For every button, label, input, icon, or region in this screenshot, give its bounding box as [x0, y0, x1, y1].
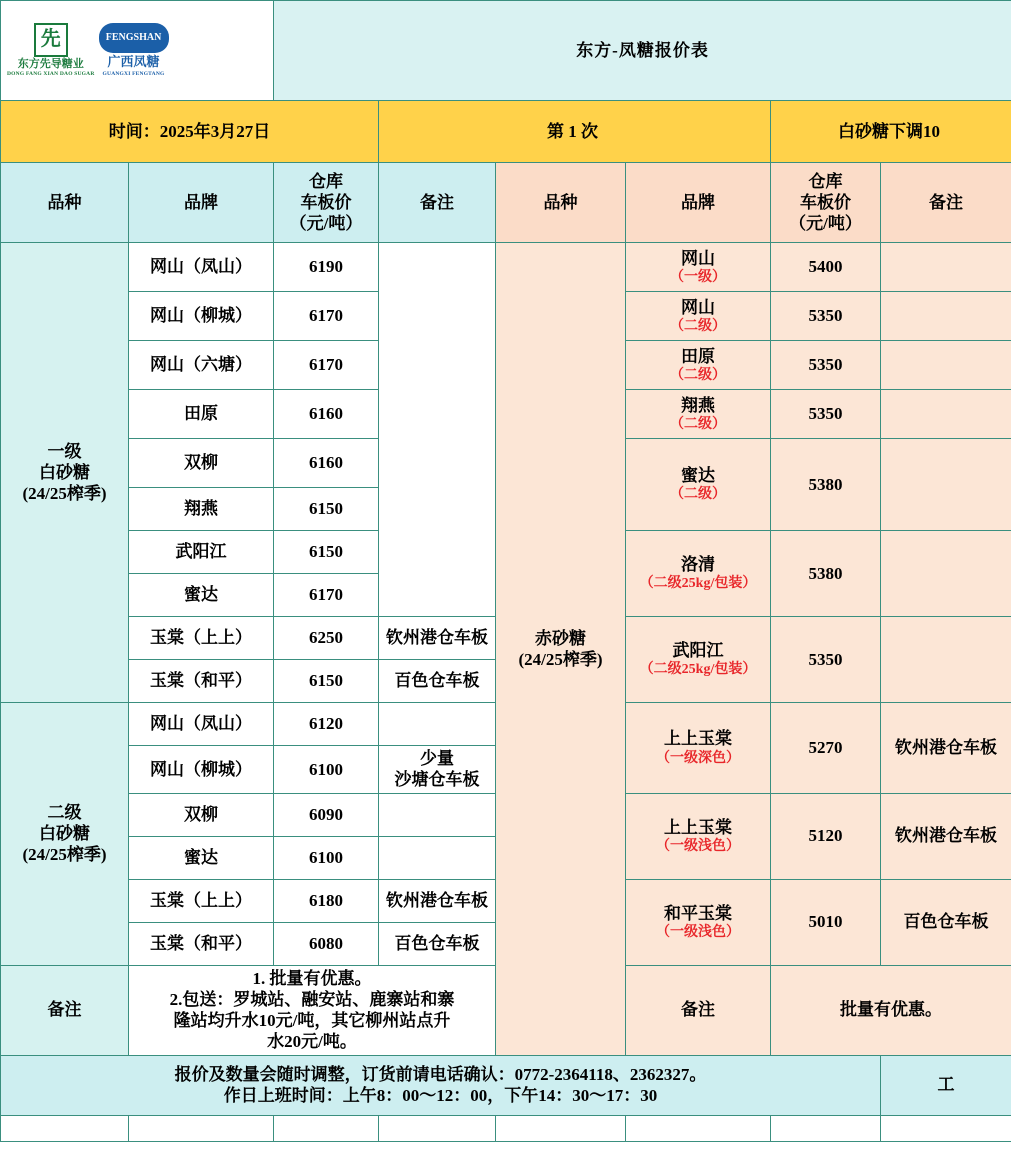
header-right-price-line1: 仓库 [808, 171, 843, 191]
header-left-brand: 品牌 [129, 163, 274, 243]
right-brand-name: 武阳江 [672, 641, 724, 661]
left-note [379, 836, 496, 879]
right-note: 百色仓车板 [881, 879, 1011, 965]
left-remark-line1: 1. 批量有优惠。 [252, 968, 372, 988]
empty-cell [496, 1115, 626, 1141]
right-brand [626, 292, 771, 341]
left-category-grade2 [1, 703, 129, 966]
right-brand-sub: （一级浅色） [656, 924, 741, 940]
left-category-grade1 [1, 243, 129, 703]
right-brand-name: 田原 [681, 346, 716, 366]
right-brand [626, 703, 771, 794]
header-left-price-line2: 车板价 [300, 192, 352, 212]
header-left-price-line1: 仓库 [309, 171, 344, 191]
fengtang-logo-mark: FENGSHAN [99, 23, 169, 53]
header-left-price-line3: （元/吨） [289, 214, 363, 234]
left-brand: 双柳 [129, 439, 274, 488]
right-brand-sub: （二级） [670, 367, 727, 383]
right-brand-name: 洛清 [681, 555, 716, 575]
right-price: 5350 [771, 390, 881, 439]
left-note: 百色仓车板 [379, 922, 496, 965]
right-brand-sub: （一级） [670, 269, 727, 285]
left-remark-line3: 隆站均升水10元/吨，其它柳州站点升 [173, 1011, 451, 1030]
left-category-grade1-line2: 白砂糖 [39, 462, 90, 482]
left-remark-line2: 2.包送：罗城站、融安站、鹿寨站和寨 [169, 989, 455, 1009]
left-brand: 翔燕 [129, 488, 274, 531]
left-note-line1: 少量 [420, 749, 455, 768]
left-note [379, 703, 496, 746]
right-brand-name: 网山 [681, 297, 716, 317]
left-brand: 网山（柳城） [129, 746, 274, 794]
logo-cell [1, 1, 274, 101]
right-brand [626, 243, 771, 292]
right-price: 5120 [771, 793, 881, 879]
right-brand-sub: （一级浅色） [656, 838, 741, 854]
right-brand-sub: （二级） [670, 487, 727, 503]
left-price: 6250 [274, 617, 379, 660]
left-brand: 蜜达 [129, 574, 274, 617]
dongfang-logo-mark: 先 [34, 23, 68, 57]
left-price: 6160 [274, 390, 379, 439]
dongfang-logo-en: DONG FANG XIAN DAO SUGAR [7, 71, 95, 78]
right-brand-sub: （二级） [670, 318, 727, 334]
info-row [1, 101, 1011, 163]
left-category-grade2-line2: 白砂糖 [39, 824, 90, 844]
table-row [1, 243, 1011, 292]
fengtang-logo-en: GUANGXI FENGTANG [102, 70, 165, 77]
left-note: 钦州港仓车板 [379, 617, 496, 660]
left-price: 6160 [274, 439, 379, 488]
right-price: 5380 [771, 531, 881, 617]
right-brand [626, 793, 771, 879]
empty-cell [129, 1115, 274, 1141]
footer-line1: 报价及数量会随时调整，订货前请电话确认：0772-2364118、2362327。 [174, 1064, 707, 1084]
left-brand: 武阳江 [129, 531, 274, 574]
empty-cell [626, 1115, 771, 1141]
left-brand: 网山（柳城） [129, 292, 274, 341]
header-right-price-line2: 车板价 [800, 192, 852, 212]
right-note: 钦州港仓车板 [881, 703, 1011, 794]
right-note [881, 390, 1011, 439]
right-brand [626, 879, 771, 965]
header-right-price-line3: （元/吨） [789, 214, 862, 234]
empty-cell [1, 1115, 129, 1141]
footer-corner-mark: 工 [881, 1055, 1011, 1115]
left-note: 钦州港仓车板 [379, 879, 496, 922]
left-price: 6080 [274, 922, 379, 965]
header-right-price [771, 163, 881, 243]
left-price: 6150 [274, 660, 379, 703]
right-price: 5380 [771, 439, 881, 531]
header-left-variety: 品种 [1, 163, 129, 243]
right-note [881, 617, 1011, 703]
right-note [881, 292, 1011, 341]
left-brand: 网山（六塘） [129, 341, 274, 390]
empty-row [1, 1115, 1011, 1141]
left-price: 6100 [274, 836, 379, 879]
right-brand-name: 蜜达 [681, 466, 716, 486]
fengtang-logo-name: 广西凤糖 [107, 54, 160, 70]
header-right-brand: 品牌 [626, 163, 771, 243]
right-brand [626, 341, 771, 390]
left-price: 6170 [274, 574, 379, 617]
left-category-grade1-line1: 一级 [47, 441, 82, 461]
left-brand: 玉棠（上上） [129, 617, 274, 660]
left-remark-label: 备注 [1, 965, 129, 1055]
quote-round: 第 1 次 [379, 101, 771, 163]
left-price: 6180 [274, 879, 379, 922]
right-brand-sub: （二级25kg/包装） [639, 662, 757, 678]
right-remark-body: 批量有优惠。 [771, 965, 1011, 1055]
left-category-grade1-line3: (24/25榨季) [22, 484, 107, 504]
right-note [881, 531, 1011, 617]
empty-cell [881, 1115, 1011, 1141]
right-price: 5010 [771, 879, 881, 965]
dongfang-logo-name: 东方先导糖业 [17, 57, 84, 70]
left-brand: 玉棠（和平） [129, 660, 274, 703]
left-brand: 田原 [129, 390, 274, 439]
right-price: 5400 [771, 243, 881, 292]
quote-date: 时间：2025年3月27日 [1, 101, 379, 163]
left-brand: 蜜达 [129, 836, 274, 879]
right-brand [626, 617, 771, 703]
right-price: 5350 [771, 292, 881, 341]
header-right-note: 备注 [881, 163, 1011, 243]
right-brand-name: 网山 [681, 248, 716, 268]
left-brand: 玉棠（上上） [129, 879, 274, 922]
right-category-line1: 赤砂糖 [535, 628, 587, 648]
right-brand-name: 翔燕 [681, 395, 716, 415]
right-price: 5350 [771, 617, 881, 703]
right-note [881, 439, 1011, 531]
right-brand-sub: （二级25kg/包装） [639, 576, 757, 592]
header-left-note: 备注 [379, 163, 496, 243]
right-brand-name: 和平玉棠 [664, 903, 733, 923]
column-header-row [1, 163, 1011, 243]
right-brand [626, 390, 771, 439]
left-category-grade2-line3: (24/25榨季) [22, 845, 107, 865]
left-note [379, 793, 496, 836]
right-remark-label: 备注 [626, 965, 771, 1055]
left-brand: 网山（凤山） [129, 703, 274, 746]
left-note-blank [379, 243, 496, 617]
footer-line2: 作日上班时间：上午8：00～12：00，下午14：30～17：30 [223, 1086, 658, 1105]
footer-notes [1, 1055, 881, 1115]
left-note-line2: 沙塘仓车板 [394, 770, 480, 790]
empty-cell [274, 1115, 379, 1141]
right-brand-sub: （二级） [670, 416, 727, 432]
right-category [496, 243, 626, 1056]
left-note: 百色仓车板 [379, 660, 496, 703]
footer-row [1, 1055, 1011, 1115]
left-price: 6150 [274, 488, 379, 531]
left-price: 6100 [274, 746, 379, 794]
header-right-variety: 品种 [496, 163, 626, 243]
left-remark-line4: 水20元/吨。 [267, 1032, 357, 1052]
right-brand-sub: （一级深色） [656, 750, 741, 766]
empty-cell [379, 1115, 496, 1141]
left-price: 6120 [274, 703, 379, 746]
left-price: 6170 [274, 292, 379, 341]
right-price: 5270 [771, 703, 881, 794]
left-brand: 双柳 [129, 793, 274, 836]
left-price: 6150 [274, 531, 379, 574]
price-adjust-note: 白砂糖下调10 [771, 101, 1011, 163]
empty-cell [771, 1115, 881, 1141]
right-price: 5350 [771, 341, 881, 390]
right-note: 钦州港仓车板 [881, 793, 1011, 879]
left-price: 6170 [274, 341, 379, 390]
page-title: 东方-凤糖报价表 [274, 1, 1011, 101]
right-brand-name: 上上玉棠 [664, 817, 733, 837]
left-brand: 网山（凤山） [129, 243, 274, 292]
title-row [1, 1, 1011, 101]
right-brand [626, 531, 771, 617]
dongfang-logo [7, 23, 95, 79]
header-left-price [274, 163, 379, 243]
left-price: 6090 [274, 793, 379, 836]
right-brand-name: 上上玉棠 [664, 729, 733, 749]
right-note [881, 341, 1011, 390]
left-category-grade2-line1: 二级 [47, 802, 82, 822]
right-category-line2: (24/25榨季) [518, 649, 603, 669]
fengtang-logo [99, 23, 169, 77]
right-brand [626, 439, 771, 531]
left-note [379, 746, 496, 794]
left-brand: 玉棠（和平） [129, 922, 274, 965]
left-price: 6190 [274, 243, 379, 292]
right-note [881, 243, 1011, 292]
left-remark-body [129, 965, 496, 1055]
